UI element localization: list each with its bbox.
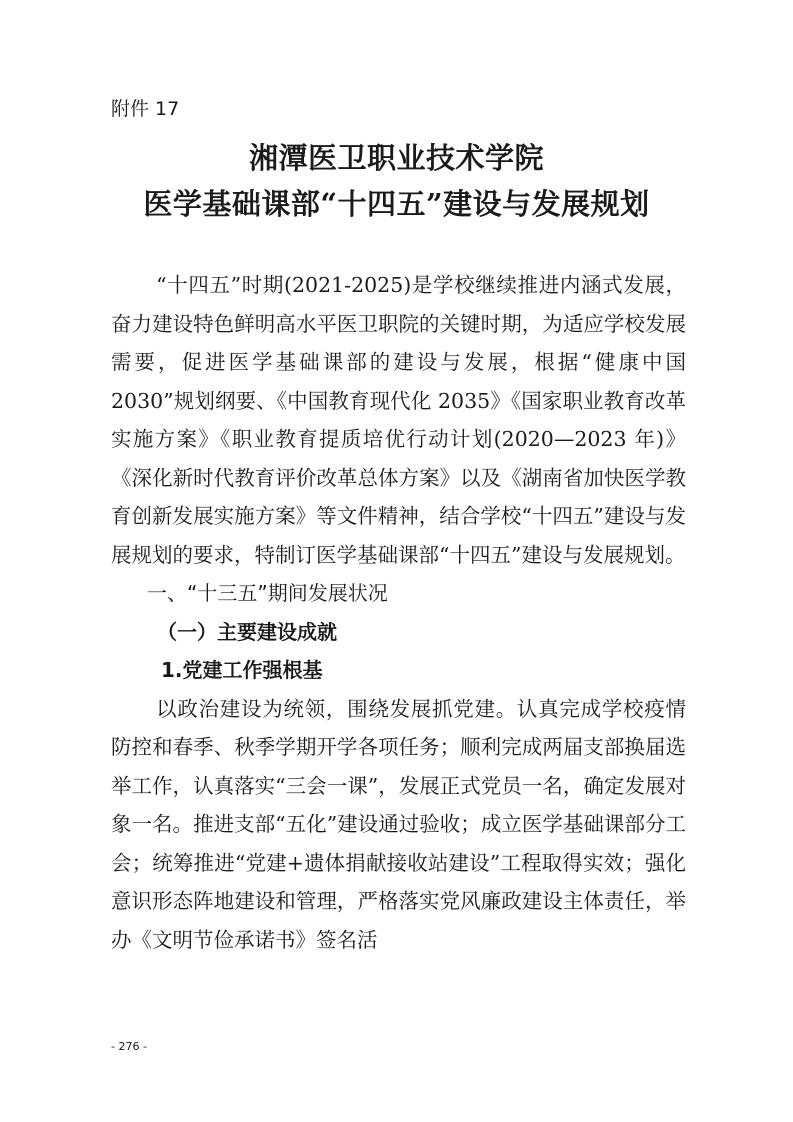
attachment-label: 附件 17 [111,98,180,120]
section-heading: 一、“十三五”期间发展状况 [147,581,388,605]
intro-paragraph: “十四五”时期(2021-2025)是学校继续推进内涵式发展，奋力建设特色鲜明高水平医卫职院的关键时期，为适应学校发展需要，促进医学基础课部的建设与发展，根据“健康中国 2030”规划纲要、《中国教育现代化 2035》《国家职业教育改革实施方案》《职业教育提质培优行动计划(2020—2023 年)》《深化新时代教育评价改革总体方案》以及《湖南省加快医学教育创新发展实施方案》等文件精神，结合学校“十四五”建设与发展规划的要求，特制订医学基础课部“十四五”建设与发展规划。 [111,273,686,567]
item-heading: 1.党建工作强根基 [161,658,323,682]
subsection-heading: （一）主要建设成就 [157,619,337,644]
document-title-line1: 湘潭医卫职业技术学院 [248,141,544,175]
page-number: - 276 - [111,1040,147,1053]
document-body [111,266,686,959]
item-paragraph: 以政治建设为统领，围绕发展抓党建。认真完成学校疫情防控和春季、秋季学期开学各项任务；顺利完成两届支部换届选举工作，认真落实“三会一课”，发展正式党员一名，确定发展对象一名。推进支部“五化”建设通过验收；成立医学基础课部分工会；统筹推进“党建+遗体捐献接收站建设”工程取得实效；强化意识形态阵地建设和管理，严格落实党风廉政建设主体责任，举办《文明节俭承诺书》签名活 [111,696,686,952]
document-title-line2: 医学基础课部“十四五”建设与发展规划 [143,187,650,221]
